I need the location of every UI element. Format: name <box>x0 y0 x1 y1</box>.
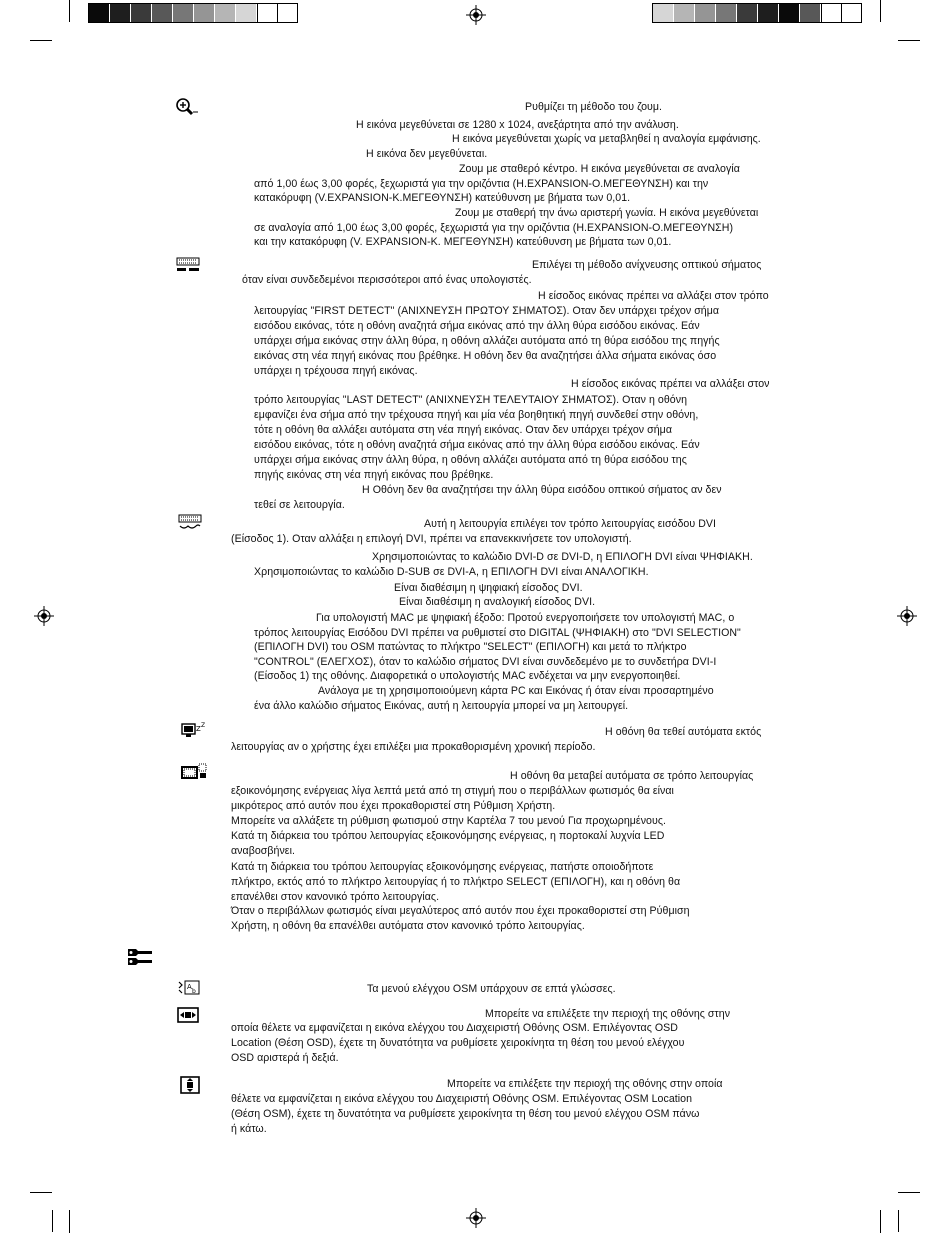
zoom-corner-text: Ζουμ με σταθερή την άνω αριστερή γωνία. Η εικόνα μεγεθύνεται <box>455 207 759 219</box>
svg-text:b: b <box>192 988 196 995</box>
crop-mark <box>898 1210 899 1232</box>
crop-mark <box>880 0 881 22</box>
zoom-intro: Ρυθμίζει τη μέθοδο του ζουμ. <box>525 101 663 113</box>
power-save-text: αναβοσβήνει. <box>231 845 295 857</box>
power-save-text: Κατά τη διάρκεια του τρόπου λειτουργίας εξοικονόμησης ενέργειας, η πορτοκαλί λυχνία LED <box>231 830 665 842</box>
power-save-text: πλήκτρο, εκτός από το πλήκτρο λειτουργίας ή το πλήκτρο SELECT (ΕΠΙΛΟΓΗ), και η οθόνη θα <box>231 876 681 888</box>
swatch <box>695 4 715 22</box>
swatch <box>277 4 297 22</box>
power-save-text: μικρότερος από αυτόν που έχει προκαθοριστεί στη Ρύθμιση Χρήστη. <box>231 800 556 812</box>
color-bar-right <box>652 3 862 23</box>
dvi-intro: (Είσοδος 1). Οταν αλλάξει η επιλογή DVI, πρέπει να επανεκκινήσετε τον υπολογιστή. <box>231 533 632 545</box>
osd-lr-text: OSD αριστερά ή δεξιά. <box>231 1052 339 1064</box>
power-save-text: Μπορείτε να αλλάξετε τη ρύθμιση φωτισμού στην Καρτέλα 7 του μενού Για προχωρημένους. <box>231 815 666 827</box>
power-save-text: επανέλθει στον κανονικό τρόπο λειτουργίας. <box>231 891 440 903</box>
osd-du-text: Μπορείτε να επιλέξετε την περιοχή της οθόνης στην οποία <box>447 1078 723 1090</box>
first-detect-text: λειτουργίας "FIRST DETECT" (ΑΝΙΧΝΕΥΣΗ ΠΡΩΤΟΥ ΣΗΜΑΤΟΣ). Οταν δεν υπάρχει τρέχον σήμα <box>254 305 720 317</box>
registration-mark-bottom <box>466 1208 486 1228</box>
first-detect-text: εικόνας στη νέα πηγή εικόνας που βρέθηκε. Η οθόνη δεν θα αναζητήσει άλλα σήματα εικόνας όσο <box>254 350 717 362</box>
osd-lr-text: Μπορείτε να επιλέξετε την περιοχή της οθόνης στην <box>485 1008 731 1020</box>
registration-mark-right <box>897 606 917 626</box>
power-save-icon <box>180 763 208 783</box>
swatch <box>653 4 673 22</box>
crop-mark <box>69 1210 70 1233</box>
svg-text:Z: Z <box>196 725 201 733</box>
power-save-text: Η οθόνη θα μεταβεί αυτόματα σε τρόπο λειτουργίας <box>510 770 754 782</box>
power-save-text: Χρήστη, η οθόνη θα επανέλθει αυτόματα στον κανονικό τρόπο λειτουργίας. <box>231 920 585 932</box>
dvi-intro: Αυτή η λειτουργία επιλέγει τον τρόπο λειτουργίας εισόδου DVI <box>424 518 717 530</box>
off-timer-text: λειτουργίας αν ο χρήστης έχει επιλέξει μια προκαθορισμένη χρονική περίοδο. <box>231 741 596 753</box>
swatch <box>737 4 757 22</box>
swatch <box>758 4 778 22</box>
svg-text:Z: Z <box>201 722 206 729</box>
dvi-analog-text: Είναι διαθέσιμη η αναλογική είσοδος DVI. <box>399 596 596 608</box>
first-detect-text: Η είσοδος εικόνας πρέπει να αλλάξει στον τρόπο <box>538 290 769 302</box>
dvi-mac-note: (ΕΠΙΛΟΓΗ DVI) του OSM πατώντας το πλήκτρο "SELECT" (ΕΠΙΛΟΓΗ) και μετά το πλήκτρο <box>254 641 687 653</box>
dvi-mac-note: "CONTROL" (ΕΛΕΓΧΟΣ), όταν το καλώδιο σήματος DVI είναι συνδεδεμένο με το συνδετήρα DVI-I <box>254 656 717 668</box>
dvi-mac-note: Για υπολογιστή MAC με ψηφιακή έξοδο: Προτού ενεργοποιήσετε τον υπολογιστή MAC, ο <box>316 612 735 624</box>
osd-lr-text: Location (Θέση OSD), έχετε τη δυνατότητα να ρυθμίσετε χειροκίνητα τη θέση του μενού ελέγχου <box>231 1037 685 1049</box>
swatch <box>215 4 235 22</box>
swatch <box>257 4 277 22</box>
zoom-corner-text: σε αναλογία από 1,00 έως 3,00 φορές, ξεχωριστά για την οριζόντια (H.EXPANSION-Ο.ΜΕΓΕΘΥΝΣΗ) <box>254 222 734 234</box>
last-detect-text: εμφανίζει ένα σήμα από την τρέχουσα πηγή και μία νέα βοηθητική πηγή συνδεθεί στην οθόνη, <box>254 409 699 421</box>
swatch <box>89 4 109 22</box>
osd-du-text: θέλετε να εμφανίζεται η εικόνα ελέγχου του Διαχειριστή Οθόνης OSM. Επιλέγοντας OSM Location <box>231 1093 693 1105</box>
registration-mark-top <box>466 5 486 25</box>
detect-none-text: Η Οθόνη δεν θα αναζητήσει την άλλη θύρα εισόδου οπτικού σήματος αν δεν <box>362 484 722 496</box>
swatch <box>674 4 694 22</box>
dvi-mac-note: (Είσοδος 1) της οθόνης. Διαφορετικά ο υπολογιστής MAC ενδέχεται να μην ενεργοποιηθεί. <box>254 670 681 682</box>
svg-text:A: A <box>187 983 192 991</box>
zoom-aspect-text: Η εικόνα μεγεθύνεται χωρίς να μεταβληθεί η αναλογία εμφάνισης. <box>452 133 761 145</box>
dvi-cable-text: Χρησιμοποιώντας το καλώδιο D-SUB σε DVI-A, η ΕΠΙΛΟΓΗ DVI είναι ΑΝΑΛΟΓΙΚΗ. <box>254 566 649 578</box>
swatch <box>194 4 214 22</box>
osd-left-right-icon <box>177 1007 199 1023</box>
swatch <box>131 4 151 22</box>
swatch <box>800 4 820 22</box>
power-save-text: εξοικονόμησης ενέργειας λίγα λεπτά μετά από τη στιγμή που ο περιβάλλων φωτισμός θα είναι <box>231 785 674 797</box>
swatch <box>173 4 193 22</box>
swatch <box>821 4 841 22</box>
language-icon <box>177 979 201 997</box>
crop-mark <box>898 40 920 41</box>
swatch <box>110 4 130 22</box>
dvi-cable-text: Χρησιμοποιώντας το καλώδιο DVI-D σε DVI-D, η ΕΠΙΛΟΓΗ DVI είναι ΨΗΦΙΑΚΗ. <box>372 551 753 563</box>
dvi-card-note: Ανάλογα με τη χρησιμοποιούμενη κάρτα PC και Εικόνας ή όταν είναι προσαρτημένο <box>318 685 714 697</box>
video-detect-icon <box>176 257 200 273</box>
zoom-full-text: Η εικόνα μεγεθύνεται σε 1280 x 1024, ανεξάρτητα από την ανάλυση. <box>356 119 679 131</box>
last-detect-text: εισόδου εικόνας, τότε η οθόνη αναζητά σήμα εικόνας από την άλλη θύρα εισόδου εικόνας. Εάν <box>254 439 700 451</box>
crop-mark <box>898 1192 920 1193</box>
last-detect-text: Η είσοδος εικόνας πρέπει να αλλάξει στον <box>571 378 770 390</box>
dvi-card-note: ένα άλλο καλώδιο σήματος Εικόνας, αυτή η λειτουργία μπορεί να μη λειτουργεί. <box>254 700 629 712</box>
off-timer-text: Η οθόνη θα τεθεί αυτόματα εκτός <box>605 726 762 738</box>
detect-intro: όταν είναι συνδεδεμένοι περισσότεροι από ένας υπολογιστές. <box>242 274 532 286</box>
detect-none-text: τεθεί σε λειτουργία. <box>254 499 345 511</box>
language-text: Τα μενού ελέγχου OSM υπάρχουν σε επτά γλώσσες. <box>367 983 616 995</box>
dvi-selection-icon <box>178 514 202 530</box>
first-detect-text: υπάρχει σήμα εικόνας στην άλλη θύρα, η οθόνη αλλάζει αυτόματα από τη θύρα εισόδου της πηγής <box>254 335 720 347</box>
osd-down-up-icon <box>180 1076 200 1094</box>
last-detect-text: υπάρχει σήμα εικόνας στην άλλη θύρα, η οθόνη αλλάζει αυτόματα από τη θύρα εισόδου της <box>254 454 687 466</box>
crop-mark <box>30 40 52 41</box>
crop-mark <box>52 1210 53 1232</box>
crop-mark <box>30 1192 52 1193</box>
dvi-mac-note: τρόπος λειτουργίας Εισόδου DVI πρέπει να ρυθμιστεί στο DIGITAL (ΨΗΦΙΑΚΗ) στο "DVI SELECTION" <box>254 627 741 639</box>
zoom-center-text: Ζουμ με σταθερό κέντρο. Η εικόνα μεγεθύνεται σε αναλογία <box>459 163 740 175</box>
first-detect-text: εισόδου εικόνας, τότε η οθόνη αναζητά σήμα εικόνας από την άλλη θύρα εισόδου εικόνας. Εάν <box>254 320 700 332</box>
detect-intro: Επιλέγει τη μέθοδο ανίχνευσης οπτικού σήματος <box>532 259 762 271</box>
last-detect-text: πηγής εικόνας στη νέα πηγή εικόνας που βρέθηκε. <box>254 469 494 481</box>
osd-du-text: ή κάτω. <box>231 1123 267 1135</box>
zoom-center-text: από 1,00 έως 3,00 φορές, ξεχωριστά για την οριζόντια (H.EXPANSION-Ο.ΜΕΓΕΘΥΝΣΗ) και την <box>254 178 709 190</box>
zoom-magnifier-icon <box>175 97 199 117</box>
registration-mark-left <box>34 606 54 626</box>
power-save-text: Όταν ο περιβάλλων φωτισμός είναι μεγαλύτερος από αυτόν που έχει προκαθοριστεί στη Ρύθμιση <box>231 905 690 917</box>
crop-mark <box>69 0 70 22</box>
zoom-corner-text: και την κατακόρυφη (V. EXPANSION-Κ. ΜΕΓΕΘΥΝΣΗ) κατεύθυνση με βήματα των 0,01. <box>254 236 672 248</box>
off-timer-icon <box>181 722 207 740</box>
first-detect-text: υπάρχει η τρέχουσα πηγή εικόνας. <box>254 365 418 377</box>
swatch <box>841 4 861 22</box>
swatch <box>779 4 799 22</box>
last-detect-text: τρόπο λειτουργίας "LAST DETECT" (ΑΝΙΧΝΕΥΣΗ ΤΕΛΕΥΤΑΙΟΥ ΣΗΜΑΤΟΣ). Οταν η οθόνη <box>254 394 688 406</box>
dvi-digital-text: Είναι διαθέσιμη η ψηφιακή είσοδος DVI. <box>394 582 583 594</box>
tools-icon <box>126 946 154 968</box>
color-bar-left <box>88 3 298 23</box>
zoom-off-text: Η εικόνα δεν μεγεθύνεται. <box>366 148 488 160</box>
crop-mark <box>880 1210 881 1233</box>
last-detect-text: τότε η οθόνη θα αλλάξει αυτόματα στη νέα πηγή εικόνας. Οταν δεν υπάρχει τρέχον σήμα <box>254 424 673 436</box>
swatch <box>236 4 256 22</box>
zoom-center-text: κατακόρυφη (V.EXPANSION-Κ.ΜΕΓΕΘΥΝΣΗ) κατεύθυνση με βήματα των 0,01. <box>254 192 631 204</box>
osd-lr-text: οποία θέλετε να εμφανίζεται η εικόνα ελέγχου του Διαχειριστή Οθόνης OSM. Επιλέγοντας OSD <box>231 1022 678 1034</box>
swatch <box>716 4 736 22</box>
swatch <box>152 4 172 22</box>
osd-du-text: (Θέση OSM), έχετε τη δυνατότητα να ρυθμίσετε χειροκίνητα τη θέση του μενού ελέγχου OSM πάνω <box>231 1108 700 1120</box>
power-save-text: Κατά τη διάρκεια του τρόπου λειτουργίας εξοικονόμησης ενέργειας, πατήστε οποιοδήποτε <box>231 861 654 873</box>
